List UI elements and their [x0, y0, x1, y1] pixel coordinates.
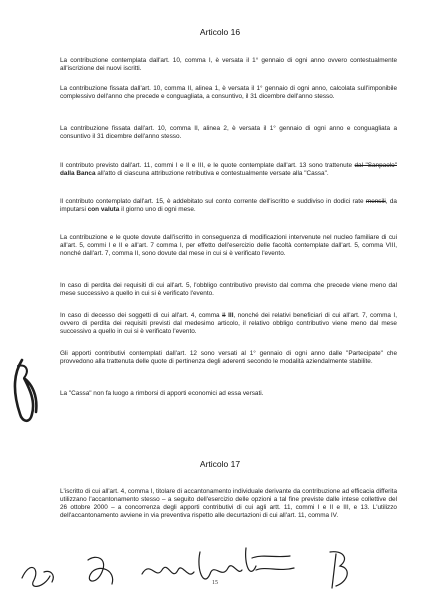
art16-p5-text-c: il giorno uno di ogni mese. [119, 205, 196, 213]
art16-p4-text-b: all'atto di ciascuna attribuzione retributiva e contestualmente versate alla "Cassa". [95, 169, 329, 177]
art16-paragraph-4 [60, 162, 397, 178]
signature-5 [246, 548, 294, 571]
signatures-row [0, 530, 440, 600]
art16-p5-bold-text: con valuta [87, 205, 120, 213]
margin-handwriting [8, 356, 44, 428]
signature-3 [142, 567, 194, 574]
art16-paragraph-7: In caso di perdita dei requisiti di cui all'art. 5, l'obbligo contributivo previsto dal comma che precede viene meno dal mese successivo a quello in cui si è verificato l'evento. [60, 282, 397, 297]
art16-paragraph-1: La contribuzione contemplata dall'art. 10, comma I, è versata il 1° gennaio di ogni anno ovvero contestualmente all'iscrizione dei nuovi iscritti. [60, 57, 397, 72]
art16-paragraph-6: La contribuzione e le quote dovute dall'iscritto in conseguenza di modificazioni intervenute nel nucleo familiare di cui all'art. 5, commi I e II e all'art. 7 comma I, per effetto dell'esercizio delle facoltà contemplate dall'art. 5, comma VIII, nonché dall'art. 7, comma II, sono dovute dal mese in cui si è verificato l'evento. [60, 234, 397, 257]
art16-p8-text-b: , nonché dei relativi beneficiari di cui all'art. 7, comma I, ovvero di perdita dei requisiti previsti dal medesimo articolo, il relativo obbligo contributivo viene meno dal mese successivo a quello in cui si è verificato l'evento. [60, 312, 397, 335]
art16-p4-bold-text: dalla Banca [60, 169, 96, 177]
art16-p8-text-a: In caso di decesso dei soggetti di cui all'art. 4, comma [60, 312, 223, 319]
signature-6 [330, 552, 347, 588]
art17-paragraph-1: L'iscritto di cui all'art. 4, comma I, titolare di accantonamento individuale derivante da contribuzione ad efficacia differita utilizzano l'accantonamento stesso – a seguito dell'esercizio delle opzioni a tal fine previste dalle intese collettive del 26 ottobre 2000 – a concorrenza degli apporti contributivi di cui agli artt. 11, commi I e II e III, e 13. L'utilizzo dell'accantonamento avviene in via preventiva rispetto alle decurtazioni di cui all'art. 11, comma IV. [60, 488, 397, 519]
signature-2 [88, 557, 113, 584]
art16-p8-struck-text: II [222, 312, 226, 319]
art16-p8-bold-text: III [225, 312, 234, 319]
art16-p5-text-b: , da imputarsi [60, 198, 397, 213]
art16-p4-struck-text: dal "Sanpaolo" [354, 162, 397, 169]
art16-paragraph-5 [60, 198, 397, 214]
article-17-title: Articolo 17 [199, 459, 241, 469]
signature-4 [199, 552, 242, 579]
page-number: 15 [212, 580, 218, 586]
signature-1 [22, 567, 53, 586]
art16-p5-text-a: Il contributo contemplato dall'art. 15, è addebitato sul conto corrente dell'iscritto e suddiviso in dodici rate [60, 198, 366, 205]
art16-p4-text-a: Il contributo previsto dall'art. 11, commi I e II e III, e le quote contemplate dall'art. 13 sono trattenute [60, 162, 355, 169]
article-16-title: Articolo 16 [199, 27, 241, 37]
art16-paragraph-2: La contribuzione fissata dall'art. 10, comma II, alinea 1, è versata il 1° gennaio di ogni anno, calcolata sull'imponibile complessivo dell'anno che precede e conguagliata, a consuntivo, il 31 dicembre dell'anno stesso. [60, 85, 397, 100]
art16-paragraph-9: Gli apporti contributivi contemplati dall'art. 12 sono versati al 1° gennaio di ogni anno dalle "Partecipate" che provvedono alla trattenuta delle quote di pertinenza degli aderenti secondo le modalità aziendalmente stabilite. [60, 350, 397, 365]
art16-paragraph-3: La contribuzione fissata dall'art. 10, comma II, alinea 2, è versata il 1° gennaio di ogni anno e conguagliata a consuntivo il 31 dicembre dell'anno stesso. [60, 125, 397, 140]
art16-p5-struck-text: mensili [365, 198, 386, 205]
art16-paragraph-10: La "Cassa" non fa luogo a rimborsi di apporti economici ad essa versati. [60, 390, 264, 397]
art16-paragraph-8 [60, 312, 397, 336]
